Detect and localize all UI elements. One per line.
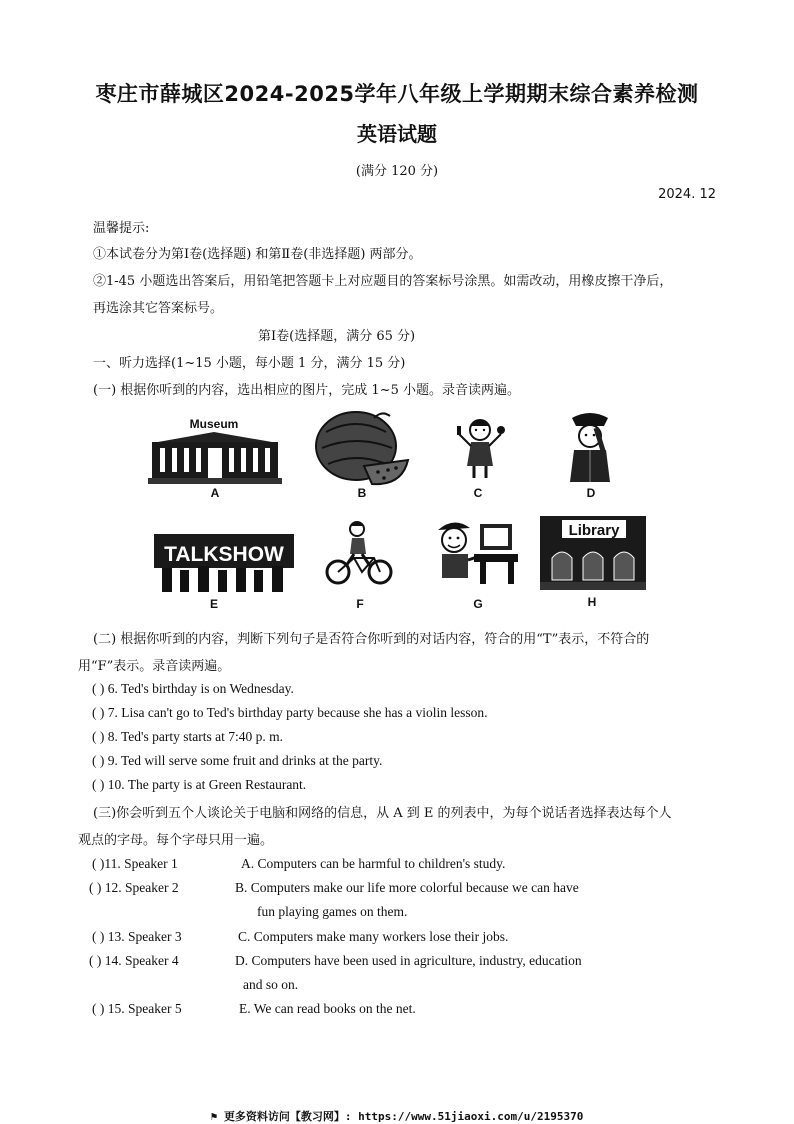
question-7: ( ) 7. Lisa can't go to Ted's birthday party because she has a violin lesson.: [92, 705, 488, 720]
picture-f-cycling: [324, 520, 394, 586]
footer-text: 更多资料访问【教习网】: https://www.51jiaoxi.com/u/2195370: [223, 1110, 584, 1123]
question-9: ( ) 9. Ted will serve some fruit and drinks at the party.: [92, 753, 383, 768]
notice-item-2: ②1-45 小题选出答案后，用铅笔把答题卡上对应题目的答案标号涂黑。如需改动，用橡皮擦干净后，: [93, 274, 673, 289]
speaker-13: ( ) 13. Speaker 3: [92, 929, 182, 944]
notice-heading: 温馨提示:: [93, 221, 150, 236]
picture-label-f: F: [356, 597, 364, 611]
picture-g-computer: [432, 516, 520, 588]
speaker-15: ( ) 15. Speaker 5: [92, 1001, 182, 1016]
subsection-2-instructions-cont: 用“F”表示。录音读两遍。: [78, 659, 231, 674]
option-b-cont: fun playing games on them.: [257, 904, 408, 919]
notice-item-1: ①本试卷分为第Ⅰ卷(选择题) 和第Ⅱ卷(非选择题) 两部分。: [93, 247, 422, 262]
picture-a-museum: [148, 414, 282, 484]
picture-label-d: D: [586, 486, 596, 500]
picture-d-policeman: [564, 408, 616, 486]
speaker-12: ( ) 12. Speaker 2: [89, 880, 179, 895]
full-score: (满分 120 分): [355, 164, 439, 179]
subsection-1-instructions: (一) 根据你听到的内容，选出相应的图片，完成 1~5 小题。录音读两遍。: [93, 383, 520, 398]
notice-item-2-cont: 再选涂其它答案标号。: [93, 301, 224, 316]
part1-heading: 第Ⅰ卷(选择题，满分 65 分): [258, 329, 416, 344]
museum-sign-text: Museum: [189, 417, 239, 431]
question-10: ( ) 10. The party is at Green Restaurant.: [92, 777, 307, 792]
picture-label-h: H: [587, 595, 597, 609]
picture-label-b: B: [357, 486, 367, 500]
option-e: E. We can read books on the net.: [239, 1001, 416, 1016]
picture-label-e: E: [209, 597, 218, 611]
option-d: D. Computers have been used in agriculture, industry, education: [235, 953, 582, 968]
option-a: A. Computers can be harmful to children's study.: [241, 856, 506, 871]
exam-subtitle: 英语试题: [357, 122, 437, 146]
subsection-3-instructions: (三)你会听到五个人谈论关于电脑和网络的信息，从 A 到 E 的列表中，为每个说话者选择表达每个人: [93, 806, 672, 821]
picture-h-library: [540, 516, 646, 590]
option-d-cont: and so on.: [243, 977, 299, 992]
flag-icon: ⚑: [210, 1110, 224, 1123]
picture-e-talkshow: [154, 528, 294, 594]
speaker-11: ( )11. Speaker 1: [92, 856, 178, 871]
subsection-2-instructions: (二) 根据你听到的内容，判断下列句子是否符合你听到的对话内容，符合的用“T”表示，不符合的: [93, 632, 650, 647]
picture-label-g: G: [473, 597, 483, 611]
exam-date: 2024. 12: [658, 187, 716, 202]
option-c: C. Computers make many workers lose their jobs.: [238, 929, 509, 944]
library-sign-text: Library: [568, 522, 620, 539]
picture-label-c: C: [473, 486, 483, 500]
picture-b-watermelon: [312, 408, 412, 488]
exam-title: 枣庄市薛城区2024-2025学年八年级上学期期末综合素养检测: [95, 82, 699, 106]
question-8: ( ) 8. Ted's party starts at 7:40 p. m.: [92, 729, 283, 744]
picture-c-girl-cooking: [455, 414, 505, 480]
option-b: B. Computers make our life more colorful because we can have: [235, 880, 579, 895]
subsection-3-instructions-cont: 观点的字母。每个字母只用一遍。: [78, 833, 274, 848]
question-6: ( ) 6. Ted's birthday is on Wednesday.: [92, 681, 294, 696]
talkshow-sign-text: TALKSHOW: [164, 543, 284, 566]
speaker-14: ( ) 14. Speaker 4: [89, 953, 179, 968]
section-listening: 一、听力选择(1~15 小题，每小题 1 分，满分 15 分): [93, 356, 406, 371]
footer-link[interactable]: [0, 1108, 794, 1124]
picture-label-a: A: [210, 486, 220, 500]
